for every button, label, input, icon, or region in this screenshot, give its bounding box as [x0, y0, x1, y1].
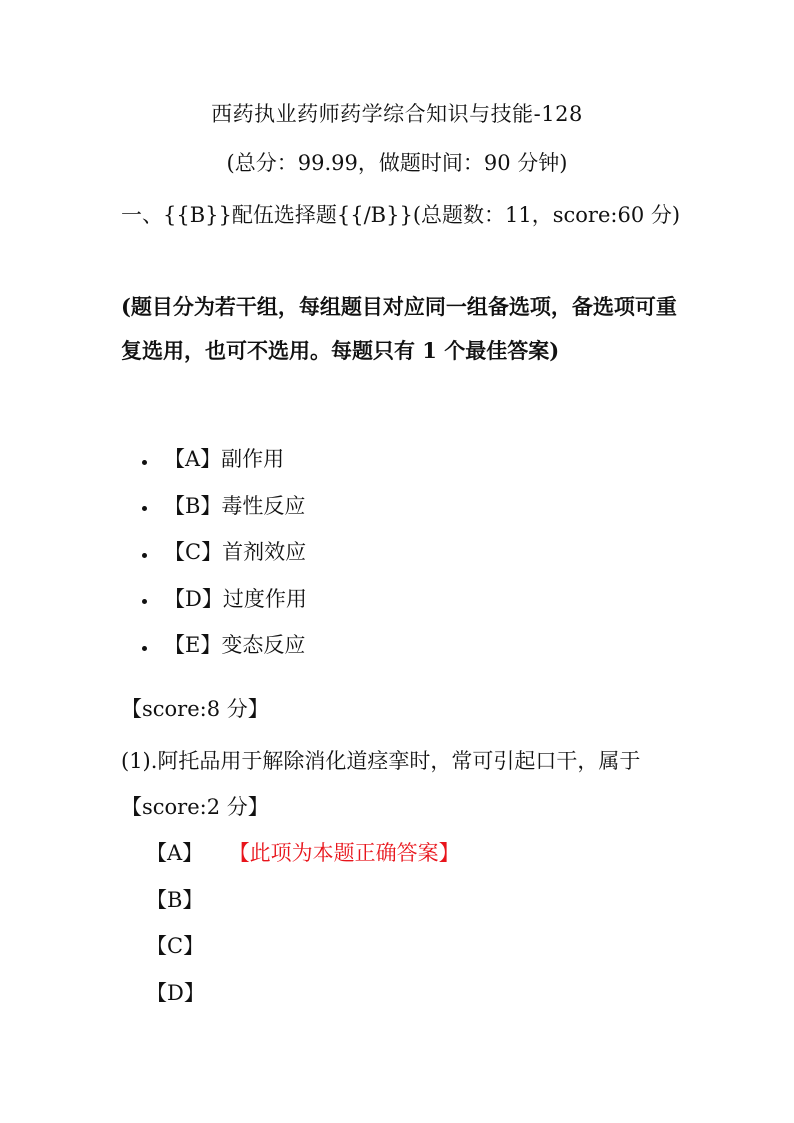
section-heading: 一、{{B}}配伍选择题{{/B}}(总题数：11，score:60 分)	[121, 203, 681, 227]
option-item	[142, 436, 307, 483]
option-item	[142, 483, 307, 530]
answer-item	[146, 877, 460, 924]
option-item	[142, 576, 307, 623]
document-title: 西药执业药师药学综合知识与技能-128	[211, 102, 583, 126]
answer-label: 【D】	[146, 980, 205, 1005]
option-text: 【A】副作用	[164, 447, 285, 471]
answer-item	[146, 923, 460, 970]
answer-item	[146, 830, 460, 877]
document-subtitle: (总分：99.99，做题时间：90 分钟)	[226, 151, 568, 175]
answer-list	[146, 830, 460, 1016]
option-text: 【B】毒性反应	[164, 493, 306, 518]
option-text: 【D】过度作用	[164, 586, 307, 611]
option-item	[142, 529, 307, 576]
bullet-icon	[142, 599, 147, 604]
bullet-icon	[142, 553, 147, 558]
option-item	[142, 622, 307, 669]
option-text: 【C】首剂效应	[164, 540, 307, 564]
answer-label: 【A】	[146, 841, 204, 865]
answer-label: 【B】	[146, 887, 204, 912]
section-instructions: (题目分为若干组，每组题目对应同一组备选项，备选项可重复选用，也可不选用。每题只有 1 个最佳答案)	[121, 294, 677, 363]
answer-label: 【C】	[146, 934, 205, 958]
answer-item	[146, 970, 460, 1017]
bullet-icon	[142, 506, 147, 511]
option-text: 【E】变态反应	[164, 633, 306, 657]
correct-answer-note: 【此项为本题正确答案】	[239, 841, 460, 865]
option-list	[142, 436, 307, 669]
group-score: 【score:8 分】	[121, 697, 269, 721]
bullet-icon	[142, 646, 147, 651]
bullet-icon	[142, 460, 147, 465]
question-text: (1).阿托品用于解除消化道痉挛时，常可引起口干，属于【score:2 分】	[121, 749, 641, 819]
